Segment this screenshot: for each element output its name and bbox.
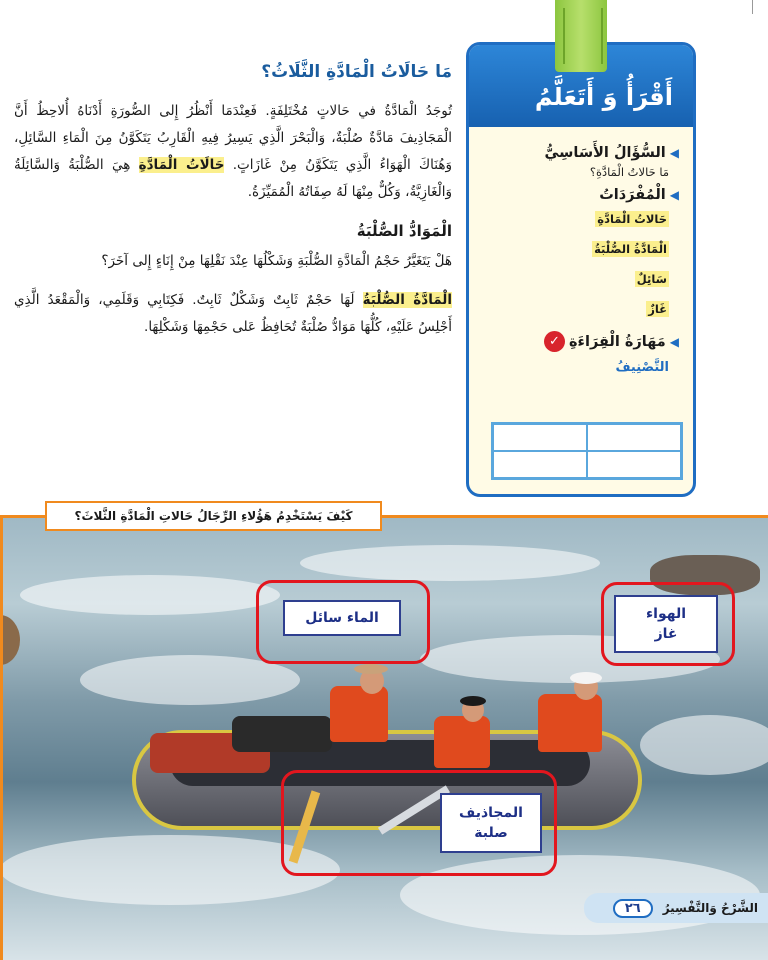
rafter-vest [538,694,602,752]
air-label-line1: الهواء [645,606,687,622]
solids-paragraph [14,287,452,341]
paddles-label [440,793,542,853]
arrow-icon: ◀ [669,188,679,202]
table-cell [587,451,681,478]
vocabulary-label: الْمُفْرَدَاتُ [599,187,666,203]
wave-foam [20,575,280,615]
vocabulary-heading [479,187,679,203]
essential-question: مَا حَالاتُ الْمَادَّةِ؟ [589,165,669,179]
arrow-icon: ◀ [669,146,679,160]
read-and-learn-panel [466,42,696,497]
vocab-item: غَازٌ [648,302,667,316]
solids-question: هَلْ يَتَغَيَّرُ حَجْمُ الْمَادَّةِ الصُّلْبَةِ وَشَكْلُهَا عِنْدَ نَقْلِهَا مِنْ إِنَاءٍ إِلى آخَرَ؟ [101,253,452,269]
air-label [614,595,718,653]
solid-term: الْمَادَّةُ الصُّلْبَةُ [362,292,453,308]
panel-title: أَقْرَأُ وَ أَتَعَلَّمُ [534,83,673,111]
vocab-item: الْمَادَّةُ الصُّلْبَةُ [594,242,667,256]
water-label [283,600,401,636]
gear-bags [232,716,332,752]
states-of-matter-term: حَالَاتُ الْمَادَّةِ [138,157,225,173]
rafter-vest [330,686,388,742]
states-definition: هِيَ الصُّلْبَةُ وَالسَّائِلَةُ وَالْغَازِيَّةُ، وَكُلٌّ مِنْهَا لَهُ صِفَاتُهُ الْمُمَيِّزَةُ. [14,157,452,200]
panel-body [469,127,693,375]
reading-skill: التَّصْنِيفُ [615,360,669,375]
solids-heading: الْمَوَادُّ الصُّلْبَةُ [356,222,452,240]
intro-paragraph [14,98,452,206]
paddles-label-line1: المجاذيف [459,805,523,821]
vocab-item: سَائِلٌ [636,272,667,286]
essential-question-label: السُّؤَالُ الأَسَاسِيُّ [544,145,666,161]
vocab-item: حَالاتُ الْمَادَّةِ [597,212,667,226]
table-cell [493,424,587,451]
article [14,62,452,341]
page-number: ٢٦ [613,899,653,918]
paddles-label-line2: صلبة [474,825,508,841]
rafter-vest [434,716,490,768]
rock [0,615,20,665]
page-footer [584,893,768,923]
solid-definition: لَهَا حَجْمٌ ثَابِتٌ وَشَكْلٌ ثَابِتٌ. فَكِتَابِي وَقَلَمِي، وَالْمَقْعَدُ الَّذِي أَجْلِسُ عَلَيْهِ، كُلُّهَا مَوَادُّ صُلْبَةٌ تُحَافِظُ عَلى حَجْمِهَا وَشَكْلِهَا. [14,292,452,335]
rafter-hat [354,664,388,674]
article-title: مَا حَالَاتُ الْمَادَّةِ الثَّلَاثُ؟ [261,62,452,82]
section-name: الشَّرْحُ وَالتَّفْسِيرُ [662,901,758,915]
rafter-hat [570,672,602,684]
wave-foam [300,545,600,581]
table-cell [587,424,681,451]
essential-question-heading [479,145,679,161]
wave-foam [640,715,768,775]
intro-text: تُوجَدُ الْمَادَّةُ في حَالاتٍ مُخْتَلِفَةٍ. فَعِنْدَمَا أَنْظُرُ إِلى الصُّورَةِ أَدْنَاهُ أُلاحِظُ أَنَّ الْمَجَاذِيفَ مَادَّةٌ صُلْبَةٌ، وَالْبَحْرَ الَّذِي يَسِيرُ فِيهِ الْقَارِبُ يَتَكَوَّنُ مِنَ الْمَاءِ السَّائِلِ، وَهُنَاكَ الْهَوَاءُ الَّذِي يَتَكَوَّنُ مِنْ غَازَاتٍ. [14,103,452,173]
reading-skill-heading [479,331,679,352]
arrow-icon: ◀ [669,334,679,349]
water-label-text: الماء سائل [305,610,379,626]
table-cell [493,451,587,478]
bookmark-ribbon [555,0,607,72]
air-label-line2: غاز [654,626,678,642]
checkmark-icon: ✓ [544,331,565,352]
crop-mark [752,0,753,14]
rafter-cap [460,696,486,706]
classification-table [491,422,683,480]
photo-caption: كَيْفَ يَسْتَخْدِمُ هَؤُلاءِ الرِّجَالُ حَالاتِ الْمَادَّةِ الثَّلاثَ؟ [45,501,382,531]
reading-skill-label: مَهَارَةُ الْقِرَاءَةِ [569,333,666,350]
